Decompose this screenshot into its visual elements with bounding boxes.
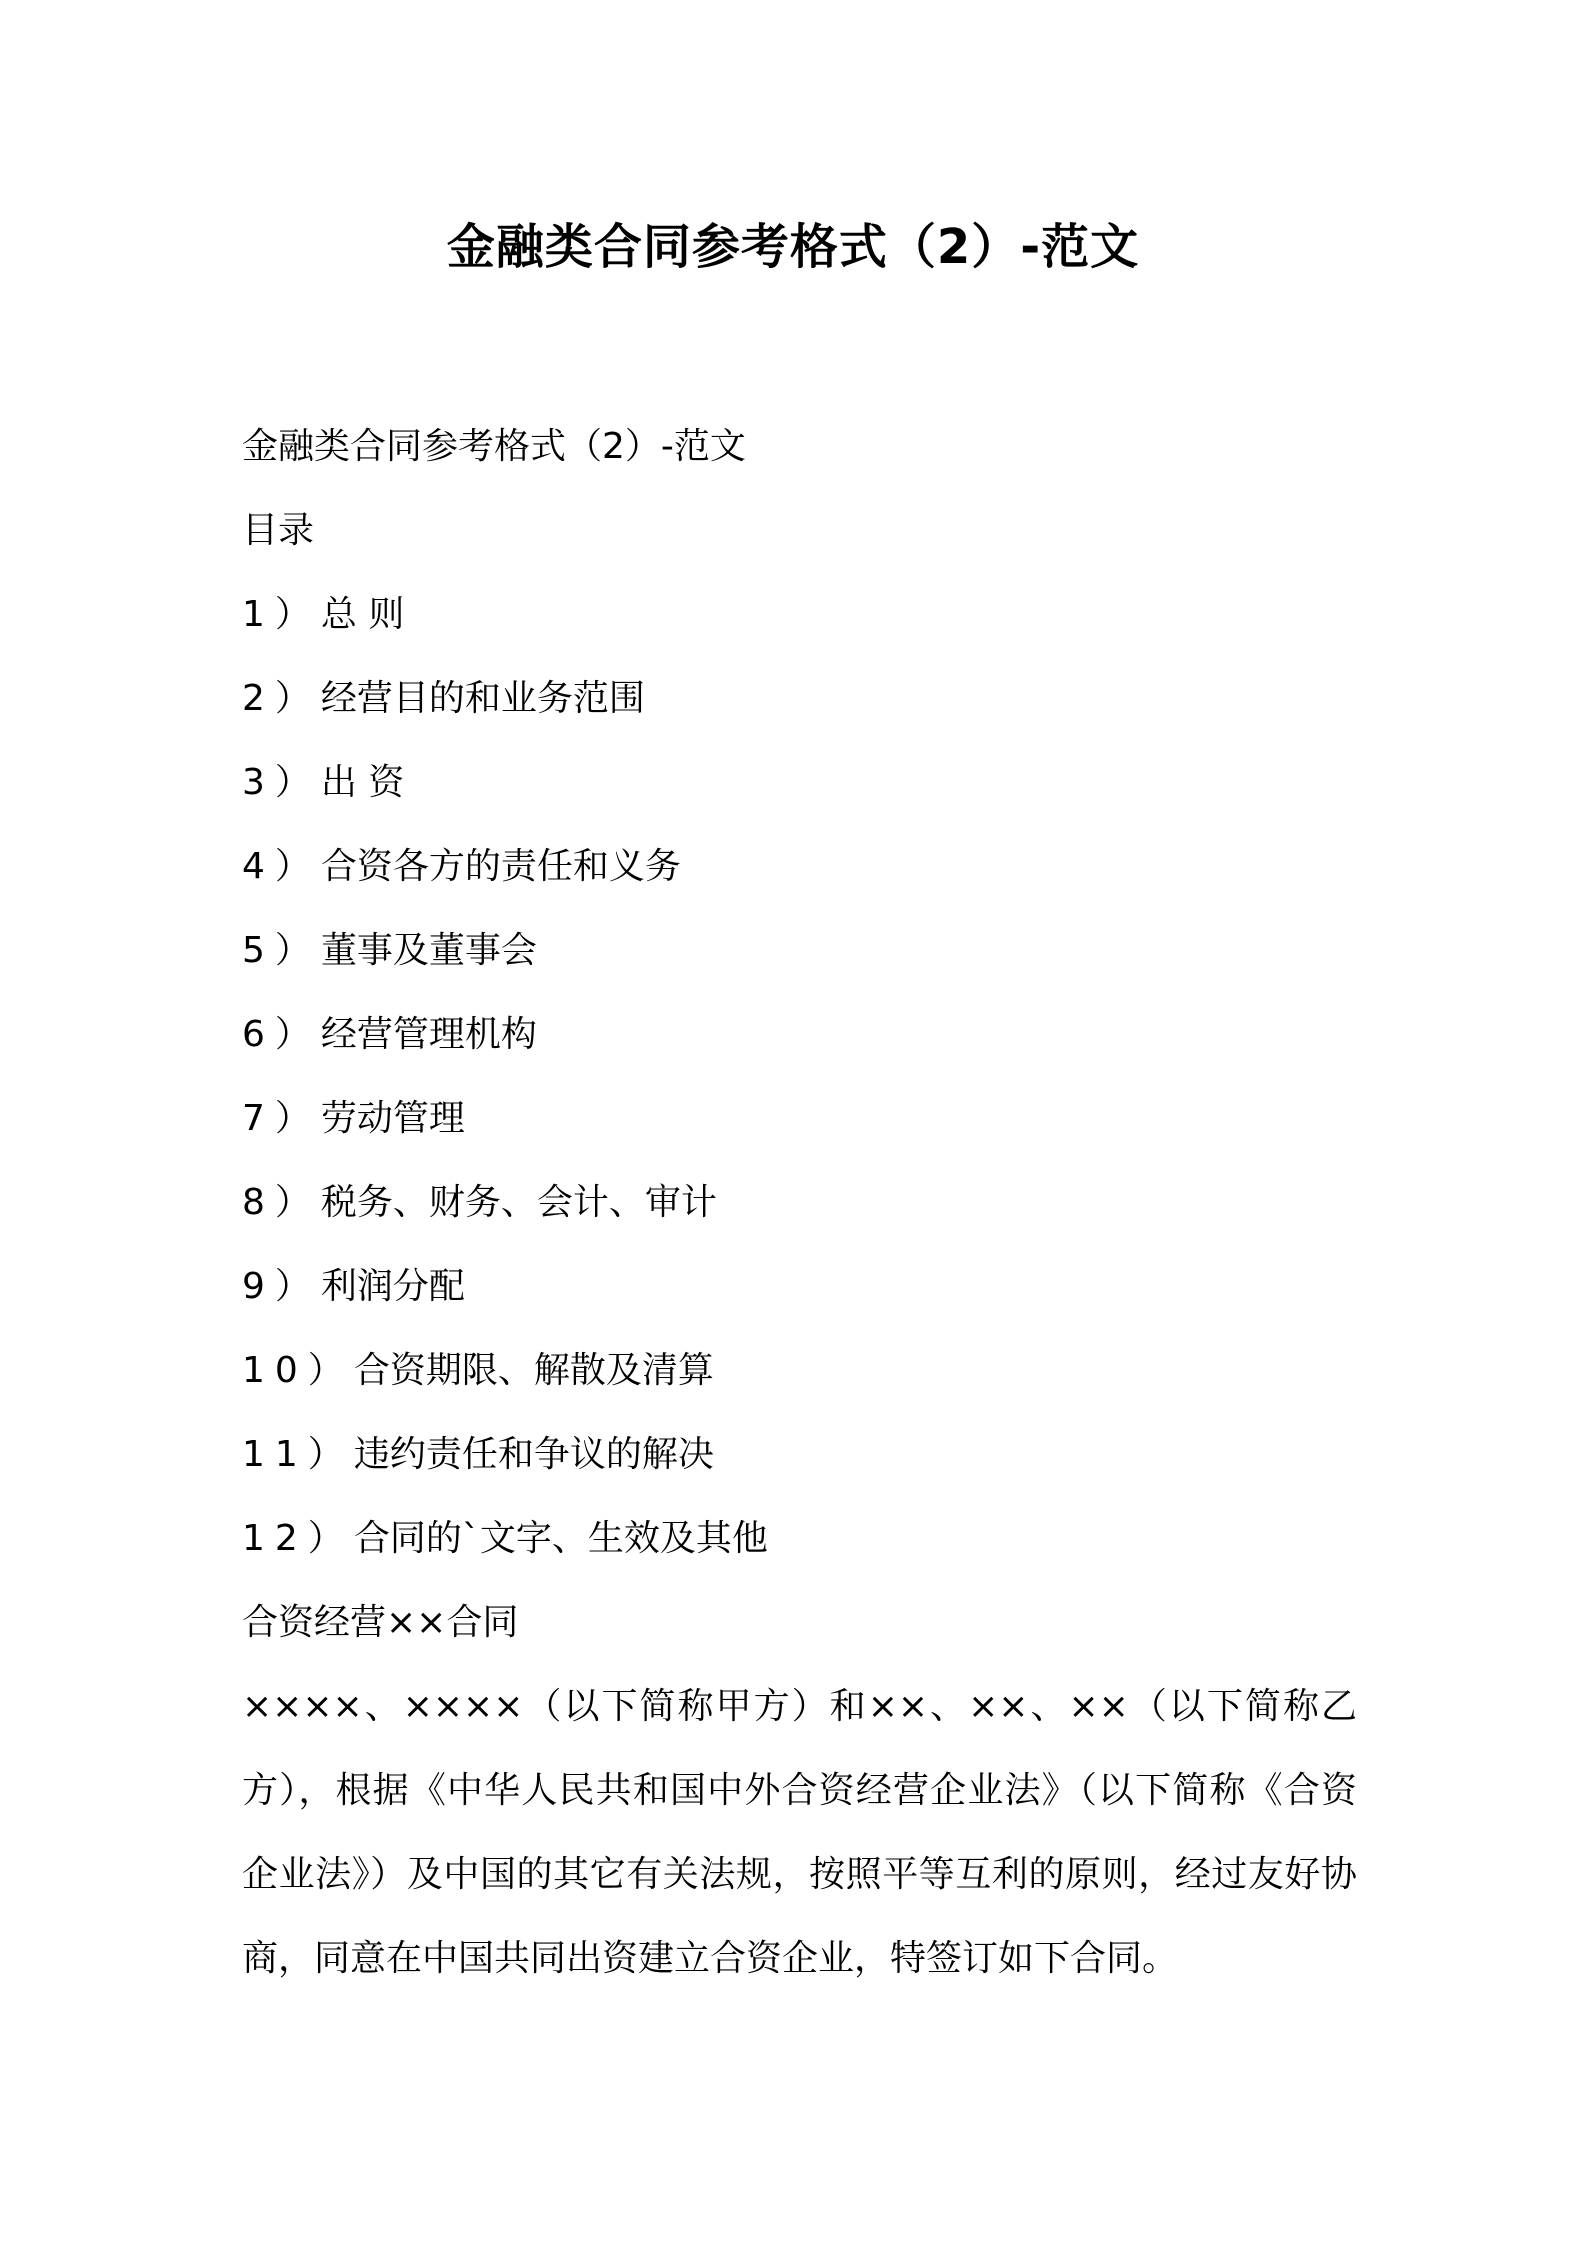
toc-item-label: 董事及董事会 xyxy=(320,930,537,971)
toc-item-label: 合资期限、解散及清算 xyxy=(353,1350,714,1391)
toc-item-number: 5） xyxy=(242,930,321,971)
toc-item xyxy=(242,1497,1362,1581)
toc-item-number: 10） xyxy=(242,1350,354,1391)
contract-heading: 合资经营××合同 xyxy=(242,1602,519,1643)
toc-item-label: 出 资 xyxy=(320,762,405,803)
toc-item-label: 总 则 xyxy=(320,594,405,635)
toc-item-label: 合资各方的责任和义务 xyxy=(320,846,681,887)
toc-item-number: 7） xyxy=(242,1098,321,1139)
toc-item xyxy=(242,1161,1362,1245)
toc-item-label: 经营目的和业务范围 xyxy=(320,678,645,719)
toc-item xyxy=(242,1329,1362,1413)
toc-item xyxy=(242,825,1362,909)
toc-item xyxy=(242,993,1362,1077)
toc-item xyxy=(242,657,1362,741)
toc-item xyxy=(242,1413,1362,1497)
document-title: 金融类合同参考格式（2）-范文 xyxy=(446,219,1140,275)
toc-item-number: 8） xyxy=(242,1182,321,1223)
toc-item-number: 4） xyxy=(242,846,321,887)
toc-item xyxy=(242,909,1362,993)
document-body xyxy=(242,405,1362,2001)
toc-item-number: 11） xyxy=(242,1434,354,1475)
toc-item-label: 劳动管理 xyxy=(320,1098,465,1139)
toc-item-label: 利润分配 xyxy=(320,1266,465,1307)
toc-item-label: 违约责任和争议的解决 xyxy=(353,1434,714,1475)
toc-item-number: 12） xyxy=(242,1518,354,1559)
toc-item-label: 合同的`文字、生效及其他 xyxy=(353,1518,768,1559)
toc-item xyxy=(242,741,1362,825)
toc-item-label: 经营管理机构 xyxy=(320,1014,537,1055)
table-of-contents xyxy=(242,573,1362,1581)
toc-item-number: 3） xyxy=(242,762,321,803)
toc-item-number: 2） xyxy=(242,678,321,719)
toc-item xyxy=(242,1245,1362,1329)
toc-item-number: 9） xyxy=(242,1266,321,1307)
toc-item-label: 税务、财务、会计、审计 xyxy=(320,1182,717,1223)
toc-item-number: 1） xyxy=(242,594,321,635)
toc-item xyxy=(242,1077,1362,1161)
document-subtitle: 金融类合同参考格式（2）-范文 xyxy=(242,426,746,467)
toc-item-number: 6） xyxy=(242,1014,321,1055)
toc-item xyxy=(242,573,1362,657)
toc-heading: 目录 xyxy=(242,510,315,551)
contract-preamble: ××××、××××（以下简称甲方）和××、××、××（以下简称乙方），根据《中华人民共和国中外合资经营企业法》（以下简称《合资企业法》）及中国的其它有关法规，按照平等互利的原则，经过友好协商，同意在中国共同出资建立合资企业，特签订如下合同。 xyxy=(242,1686,1357,1979)
